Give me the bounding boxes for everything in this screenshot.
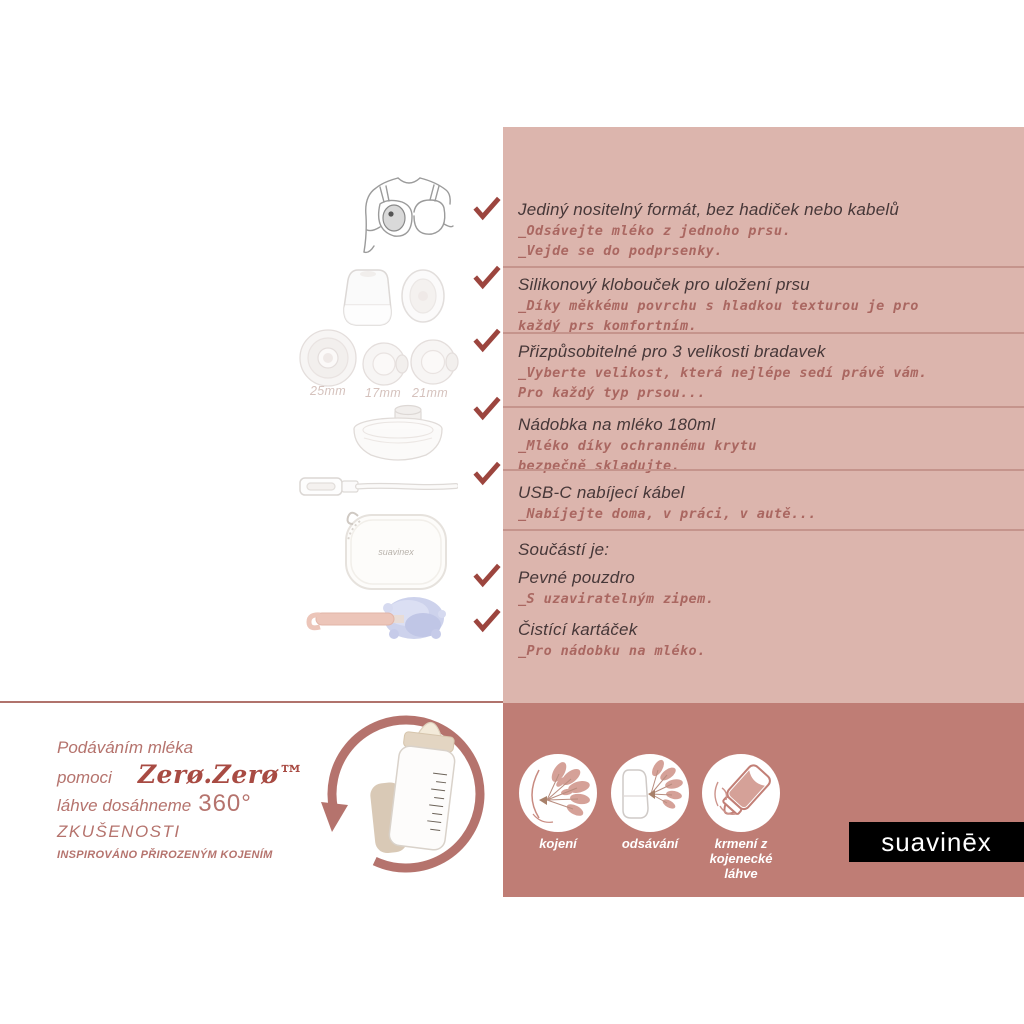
feature-detail: každý prs komfortním.	[518, 318, 698, 334]
claim-line-1: Podáváním mléka	[57, 738, 194, 757]
checkmark-icon	[472, 395, 502, 421]
included-detail: _Pro nádobku na mléko.	[518, 643, 706, 659]
included-header	[518, 539, 1016, 561]
zero-zero-bottle-with-arrow	[318, 706, 496, 889]
cleaning-brush-photo	[302, 594, 447, 651]
feature-title: Silikonový klobouček pro uložení prsu	[518, 275, 810, 294]
horizontal-divider	[0, 701, 503, 703]
feature-wearable	[518, 199, 1016, 261]
milk-container-photo	[346, 404, 451, 471]
size-label-25mm: 25mm	[310, 384, 346, 398]
checkmark-icon	[472, 460, 502, 486]
zero-zero-brand: Zerø.Zerø™	[137, 760, 305, 789]
feature-title: Jediný nositelný formát, bez hadiček nebo kabelů	[518, 200, 899, 219]
included-title: Pevné pouzdro	[518, 568, 635, 587]
checkmark-icon	[472, 562, 502, 588]
feature-container	[518, 414, 1016, 476]
feature-detail: _Vejde se do podprsenky.	[518, 243, 723, 259]
claim-line-2: pomoci	[57, 768, 112, 787]
feature-panel	[503, 127, 1024, 703]
checkmark-icon	[472, 327, 502, 353]
benefit-label-line: kojení	[539, 836, 577, 851]
benefit-label-line: kojenecké	[709, 851, 773, 866]
pumping-icon	[611, 754, 689, 832]
claim-line-4: ZKUŠENOSTI	[57, 822, 181, 841]
divider	[503, 529, 1024, 531]
case-print-label: suavinex	[378, 547, 414, 557]
included-brush	[518, 619, 1016, 661]
divider	[503, 266, 1024, 268]
feature-detail: bezpečně skladujte.	[518, 458, 681, 474]
feature-detail: _Vyberte velikost, která nejlépe sedí právě vám.	[518, 365, 928, 381]
wearable-pump-in-bra-illustration	[353, 172, 465, 269]
benefit-label-bottle-feeding	[686, 836, 796, 881]
divider	[503, 469, 1024, 471]
suavinex-logo	[849, 822, 1024, 862]
checkmark-icon	[472, 264, 502, 290]
feature-detail: _Díky měkkému povrchu s hladkou texturou je pro	[518, 298, 919, 314]
feature-sizes	[518, 341, 1016, 403]
bottle-feeding-icon	[702, 754, 780, 832]
checkmark-icon	[472, 195, 502, 221]
included-title: Čistící kartáček	[518, 620, 638, 639]
feature-usb-cable	[518, 482, 1016, 524]
degrees-360: 360°	[198, 790, 252, 817]
feature-detail: _Nabíjejte doma, v práci, v autě...	[518, 506, 817, 522]
checkmark-icon	[472, 607, 502, 633]
divider	[503, 406, 1024, 408]
size-label-21mm: 21mm	[412, 386, 448, 400]
benefit-label-line: krmení z	[714, 836, 768, 851]
claim-line-5: INSPIROVÁNO PŘIROZENÝM KOJENÍM	[57, 849, 273, 861]
feature-title: Přizpůsobitelné pro 3 velikosti bradavek	[518, 342, 826, 361]
feature-detail: _Mléko díky ochrannému krytu	[518, 438, 757, 454]
included-detail: _S uzaviratelným zipem.	[518, 591, 715, 607]
size-label-17mm: 17mm	[365, 386, 401, 400]
breastfeeding-icon	[519, 754, 597, 832]
included-header-title: Součástí je:	[518, 540, 610, 559]
included-case	[518, 567, 1016, 609]
claim-line-3: láhve dosáhneme	[57, 796, 192, 815]
benefit-label-line: odsávání	[621, 836, 679, 851]
feature-title: USB-C nabíjecí kábel	[518, 483, 685, 502]
bottle-claim-text	[57, 737, 304, 861]
benefit-label-line: láhve	[724, 866, 758, 881]
suavinex-logo-text: suavinēx	[881, 826, 992, 857]
feature-silicone-cap	[518, 274, 1016, 336]
feature-detail: Pro každý typ prsou...	[518, 385, 706, 401]
feature-title: Nádobka na mléko 180ml	[518, 415, 716, 434]
carry-case-photo	[336, 503, 456, 600]
feature-detail: _Odsávejte mléko z jednoho prsu.	[518, 223, 791, 239]
divider	[503, 332, 1024, 334]
